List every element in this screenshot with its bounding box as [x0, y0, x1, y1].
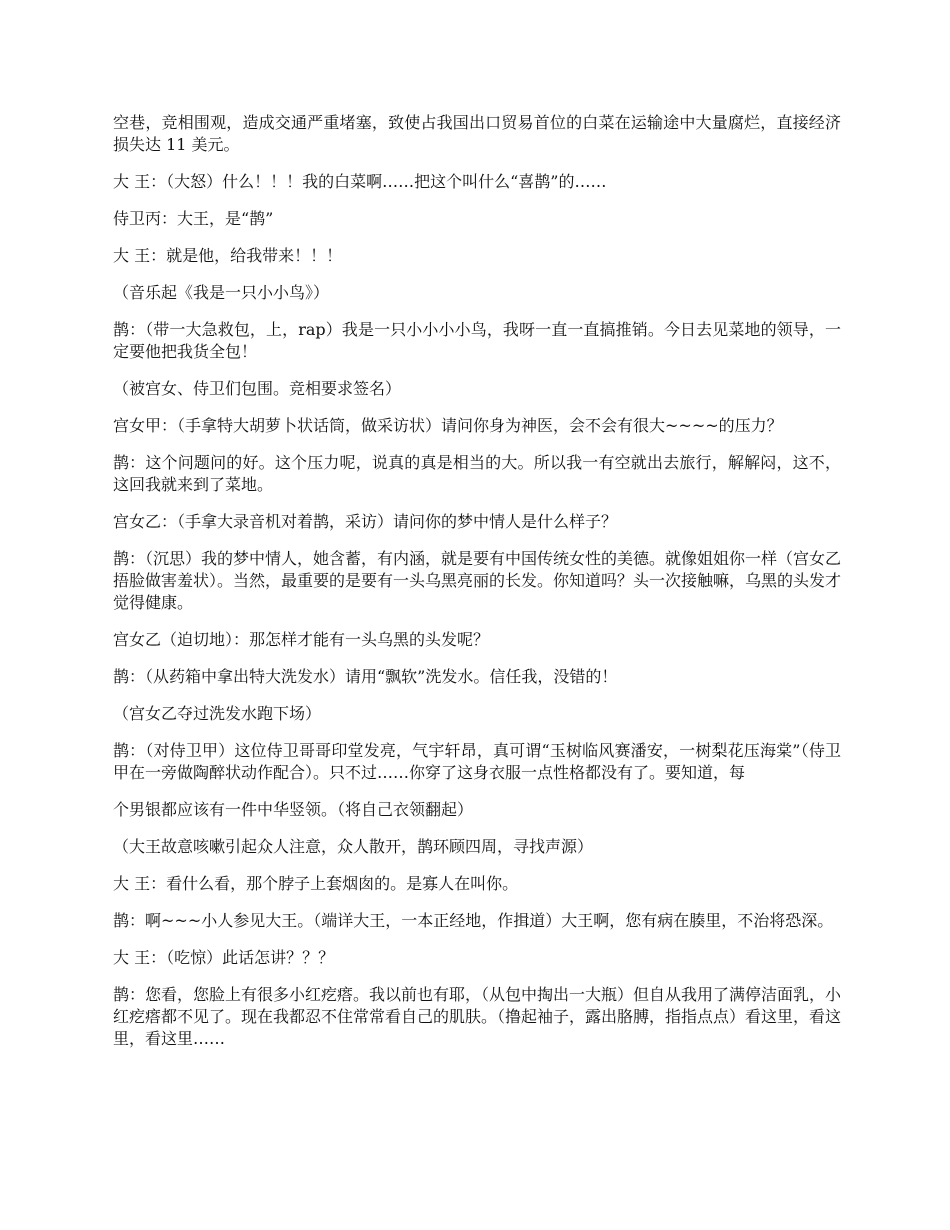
document-page	[113, 112, 841, 1065]
paragraph: （大王故意咳嗽引起众人注意，众人散开，鹊环顾四周，寻找声源）	[113, 837, 594, 856]
paragraph: 大 王：就是他，给我带来！！！	[113, 246, 343, 265]
paragraph: 鹊：这个问题问的好。这个压力呢，说真的真是相当的大。所以我一有空就出去旅行，解解闷，这不，这回我就来到了菜地。	[113, 453, 841, 494]
paragraph: 大 王：看什么看，那个脖子上套烟囱的。是寡人在叫你。	[113, 874, 519, 893]
paragraph: （音乐起《我是一只小小鸟》）	[113, 283, 330, 302]
paragraph: 鹊：您看，您脸上有很多小红疙瘩。我以前也有耶，（从包中掏出一大瓶）但自从我用了满停洁面乳，小红疙瘩都不见了。现在我都忍不住常常看自己的肌肤。（撸起袖子，露出胳膊，指指点点）看这里，看这里，看这里……	[113, 985, 842, 1048]
paragraph: 鹊：（从药箱中拿出特大洗发水）请用“飘软”洗发水。信任我，没错的！	[113, 667, 618, 686]
paragraph: 大 王：（吃惊）此话怎讲？？？	[113, 948, 335, 967]
paragraph: 宫女乙（迫切地）：那怎样才能有一头乌黑的头发呢？	[113, 630, 490, 649]
paragraph: 鹊：（带一大急救包，上，rap）我是一只小小小小鸟，我呀一直一直搞推销。今日去见菜地的领导，一定要他把我货全包！	[113, 320, 841, 361]
paragraph: （宫女乙夺过洗发水跑下场）	[113, 704, 322, 723]
paragraph: 宫女乙：（手拿大录音机对着鹊，采访）请问你的梦中情人是什么样子？	[113, 512, 618, 531]
paragraph: 宫女甲：（手拿特大胡萝卜状话筒，做采访状）请问你身为神医，会不会有很大~~~~的压力？	[113, 416, 783, 435]
paragraph: 个男银都应该有一件中华竖领。（将自己衣领翻起）	[113, 800, 474, 819]
paragraph: 空巷，竞相围观，造成交通严重堵塞，致使占我国出口贸易首位的白菜在运输途中大量腐烂，直接经济损失达 11 美元。	[113, 113, 841, 154]
paragraph: 鹊：啊~~~小人参见大王。（端详大王，一本正经地，作揖道）大王啊，您有病在腠里，不治将恐深。	[113, 911, 834, 930]
paragraph: 鹊：（沉思）我的梦中情人，她含蓄，有内涵，就是要有中国传统女性的美德。就像姐姐你一样（宫女乙捂脸做害羞状）。当然，最重要的是要有一头乌黑亮丽的长发。你知道吗？头一次接触嘛，乌黑的头发才觉得健康。	[113, 549, 842, 612]
paragraph: 大 王：（大怒）什么！！！我的白菜啊……把这个叫什么“喜鹊”的……	[113, 172, 607, 191]
paragraph: 鹊：（对侍卫甲）这位侍卫哥哥印堂发亮，气宇轩昂，真可谓“玉树临风赛潘安，一树梨花压海棠”（侍卫甲在一旁做陶醉状动作配合）。只不过……你穿了这身衣服一点性格都没有了。要知道，每	[113, 741, 841, 782]
paragraph: （被宫女、侍卫们包围。竞相要求签名）	[113, 379, 402, 398]
paragraph: 侍卫丙：大王，是“鹊”	[113, 209, 274, 228]
